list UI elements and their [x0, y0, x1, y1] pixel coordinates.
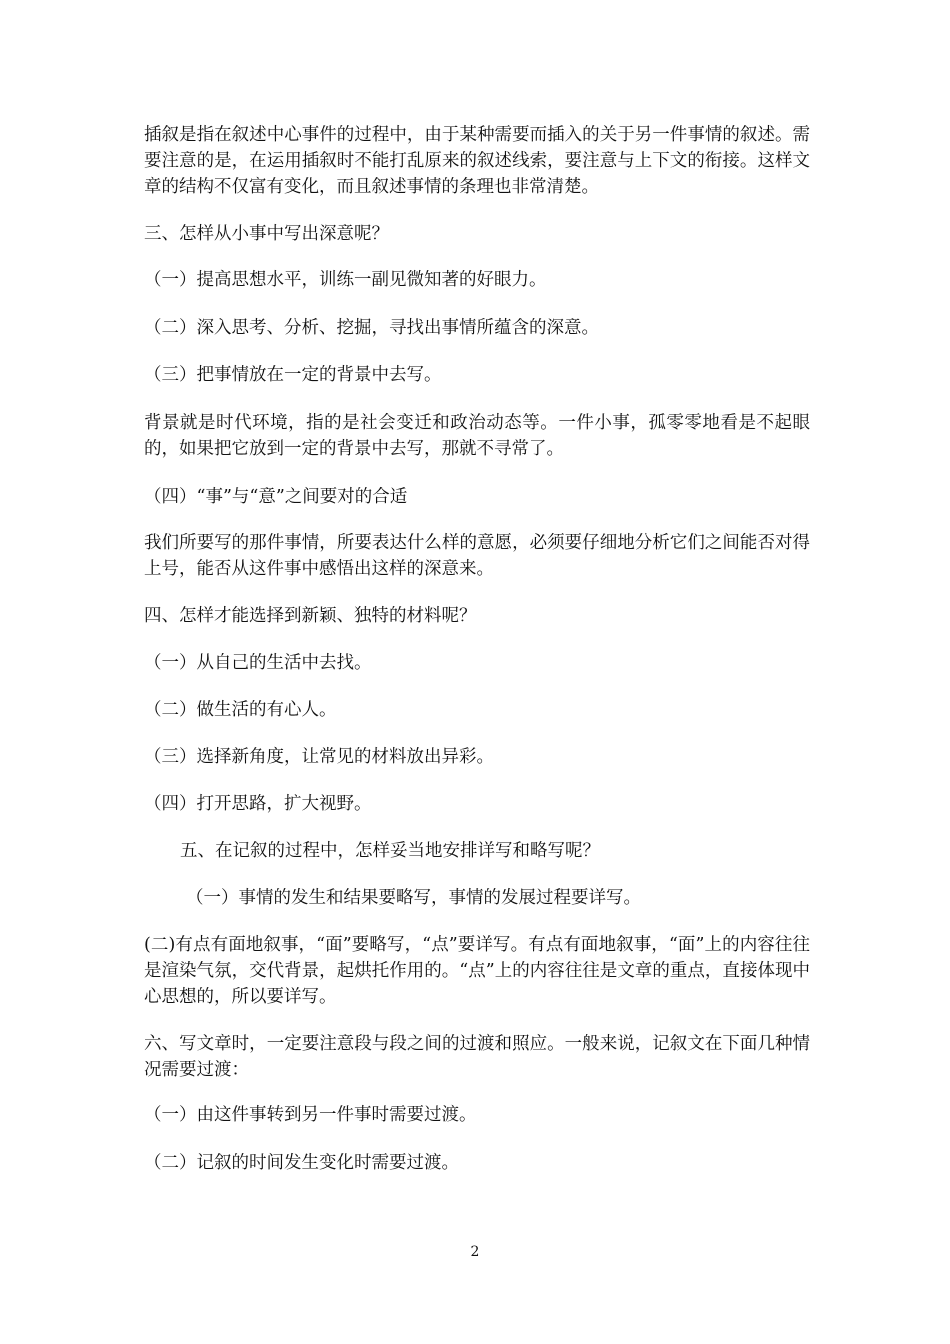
list-item-3-1: （一）提高思想水平，训练一副见微知著的好眼力。	[144, 270, 547, 290]
paragraph-insertion-narration: 插叙是指在叙述中心事件的过程中，由于某种需要而插入的关于另一件事情的叙述。需要注意的是，在运用插叙时不能打乱原来的叙述线索，要注意与上下文的衔接。这样文章的结构不仅富有变化，而且叙述事情的条理也非常清楚。	[144, 125, 810, 197]
list-item-4-1: （一）从自己的生活中去找。	[144, 653, 372, 673]
paragraph-background: 背景就是时代环境，指的是社会变迁和政治动态等。一件小事，孤零零地看是不起眼的，如果把它放到一定的背景中去写，那就不寻常了。	[144, 413, 810, 459]
list-item-6-1: （一）由这件事转到另一件事时需要过渡。	[144, 1105, 477, 1125]
list-item-4-4: （四）打开思路，扩大视野。	[144, 794, 372, 814]
list-item-5-1: （一）事情的发生和结果要略写，事情的发展过程要详写。	[186, 888, 641, 908]
list-item-3-2: （二）深入思考、分析、挖掘，寻找出事情所蕴含的深意。	[144, 318, 599, 338]
paragraph-section-6: 六、写文章时，一定要注意段与段之间的过渡和照应。一般来说，记叙文在下面几种情况需要过渡：	[144, 1034, 810, 1080]
list-item-6-2: （二）记叙的时间发生变化时需要过渡。	[144, 1153, 459, 1173]
list-item-3-4: （四）“事”与“意”之间要对的合适	[144, 487, 408, 507]
page-number: 2	[470, 1244, 480, 1260]
list-item-3-3: （三）把事情放在一定的背景中去写。	[144, 365, 442, 385]
paragraph-point-and-surface: (二)有点有面地叙事，“面”要略写，“点”要详写。有点有面地叙事，“面”上的内容往往是渲染气氛，交代背景，起烘托作用的。“点”上的内容往往是文章的重点，直接体现中心思想的，所以要详写。	[144, 935, 810, 1007]
heading-section-3: 三、怎样从小事中写出深意呢？	[144, 224, 389, 244]
list-item-4-2: （二）做生活的有心人。	[144, 700, 337, 720]
paragraph-matching: 我们所要写的那件事情，所要表达什么样的意愿，必须要仔细地分析它们之间能否对得上号，能否从这件事中感悟出这样的深意来。	[144, 533, 810, 579]
list-item-4-3: （三）选择新角度，让常见的材料放出异彩。	[144, 747, 494, 767]
heading-section-5: 五、在记叙的过程中，怎样妥当地安排详写和略写呢？	[180, 841, 600, 861]
heading-section-4: 四、怎样才能选择到新颖、独特的材料呢？	[144, 606, 477, 626]
